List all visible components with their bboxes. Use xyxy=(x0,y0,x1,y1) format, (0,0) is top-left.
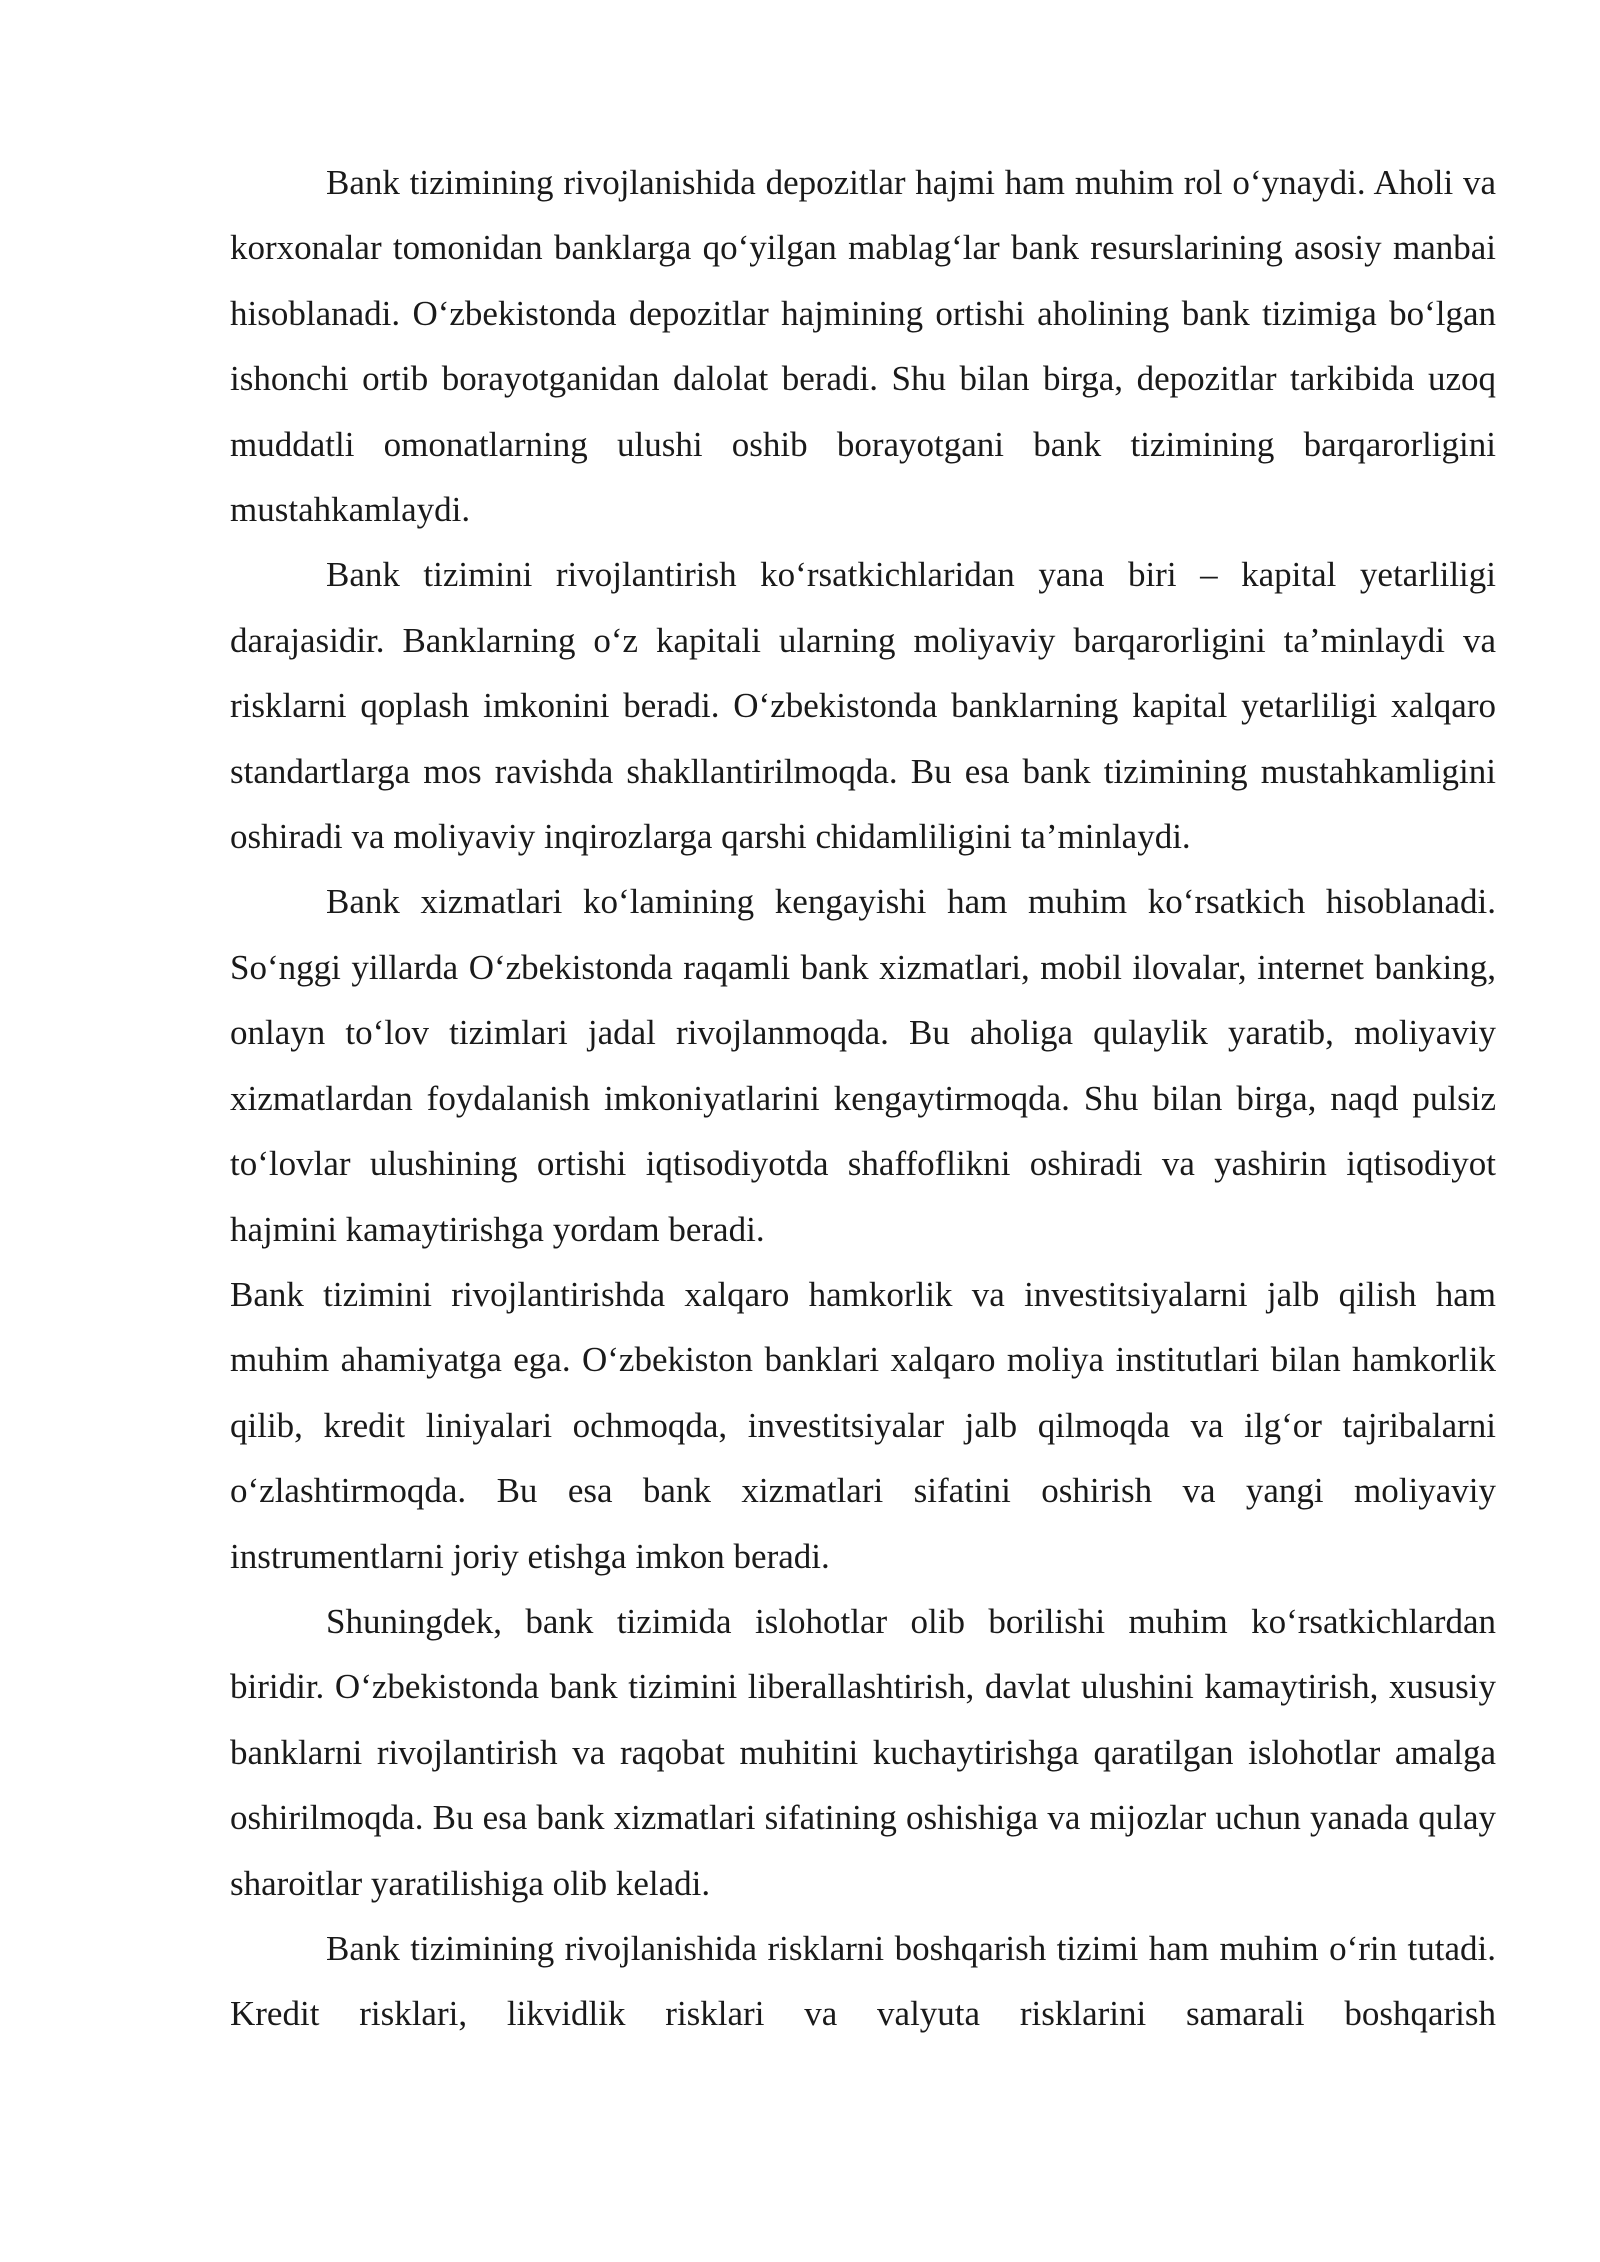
paragraph-international-cooperation: Bank tizimini rivojlantirishda xalqaro hamkorlik va investitsiyalarni jalb qilish ham muhim ahamiyatga ega. O‘zbekiston banklari xalqaro moliya institutlari bilan hamkorlik qilib, kredit liniyalari ochmoqda, investitsiyalar jalb qilmoqda va ilg‘or tajribalarni o‘zlashtirmoqda. Bu esa bank xizmatlari sifatini oshirish va yangi moliyaviy instrumentlarni joriy etishga imkon beradi. xyxy=(230,1274,1496,1576)
paragraph-capital-adequacy: Bank tizimini rivojlantirish ko‘rsatkichlaridan yana biri – kapital yetarliligi darajasidir. Banklarning o‘z kapitali ularning moliyaviy barqarorligini ta’minlaydi va risklarni qoplash imkonini beradi. O‘zbekistonda banklarning kapital yetarliligi xalqaro standartlarga mos ravishda shakllantirilmoqda. Bu esa bank tizimining mustahkamligini oshiradi va moliyaviy inqirozlarga qarshi chidamliligini ta’minlaydi. xyxy=(230,555,1496,857)
paragraph-deposits: Bank tizimining rivojlanishida depozitlar hajmi ham muhim rol o‘ynaydi. Aholi va korxonalar tomonidan banklarga qo‘yilgan mablag‘lar bank resurslarining asosiy manbai hisoblanadi. O‘zbekistonda depozitlar hajmining ortishi aholining bank tizimiga bo‘lgan ishonchi ortib borayotganidan dalolat beradi. Shu bilan birga, depozitlar tarkibida uzoq muddatli omonatlarning ulushi oshib borayotgani bank tizimining barqarorligini mustahkamlaydi. xyxy=(230,163,1496,530)
paragraph-bank-services: Bank xizmatlari ko‘lamining kengayishi ham muhim ko‘rsatkich hisoblanadi. So‘nggi yillarda O‘zbekistonda raqamli bank xizmatlari, mobil ilovalar, internet banking, onlayn to‘lov tizimlari jadal rivojlanmoqda. Bu aholiga qulaylik yaratib, moliyaviy xizmatlardan foydalanish imkoniyatlarini kengaytirmoqda. Shu bilan birga, naqd pulsiz to‘lovlar ulushining ortishi iqtisodiyotda shaffoflikni oshiradi va yashirin iqtisodiyot hajmini kamaytirishga yordam beradi. xyxy=(230,882,1496,1249)
paragraph-reforms: Shuningdek, bank tizimida islohotlar olib borilishi muhim ko‘rsatkichlardan biridir. O‘zbekistonda bank tizimini liberallashtirish, davlat ulushini kamaytirish, xususiy banklarni rivojlantirish va raqobat muhitini kuchaytirishga qaratilgan islohotlar amalga oshirilmoqda. Bu esa bank xizmatlari sifatining oshishiga va mijozlar uchun yanada qulay sharoitlar yaratilishiga olib keladi. xyxy=(230,1601,1496,1903)
document-body xyxy=(230,150,1496,2047)
paragraph-risk-management: Bank tizimining rivojlanishida risklarni boshqarish tizimi ham muhim o‘rin tutadi. Kredit risklari, likvidlik risklari va valyuta risklarini samarali boshqarish xyxy=(230,1928,1496,2034)
